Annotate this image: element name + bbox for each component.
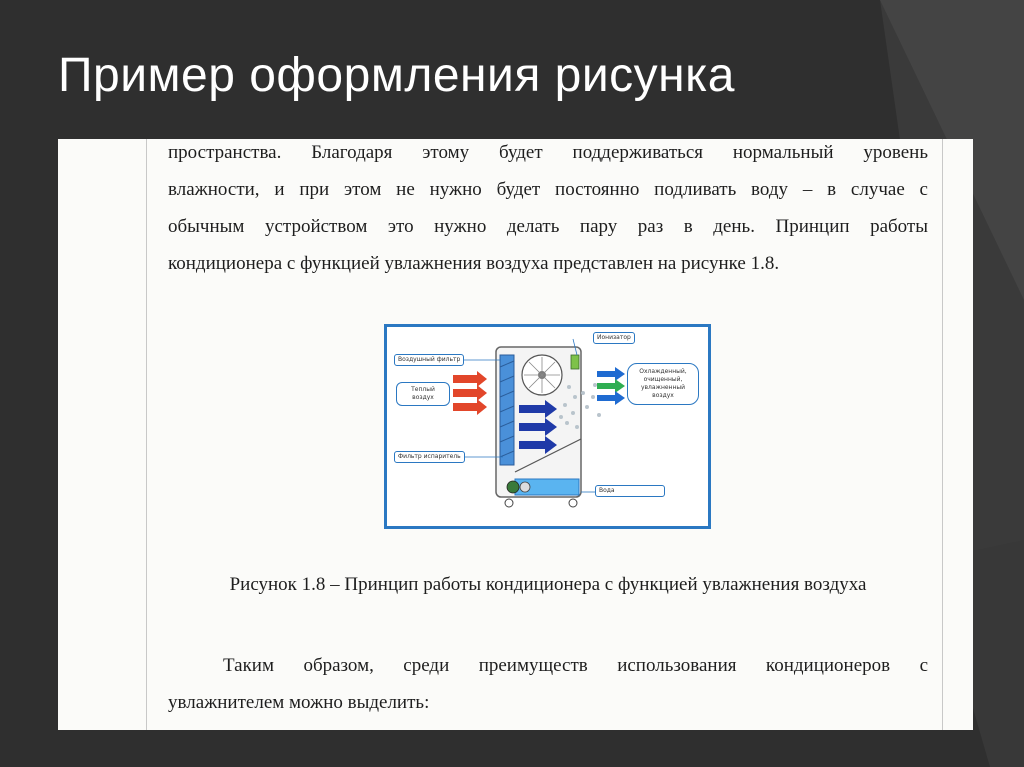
paragraph-1-line: пространства. Благодаря этому будет поддерживаться нормальный уровень bbox=[168, 142, 928, 163]
figure-label-water: Вода bbox=[595, 485, 665, 497]
paragraph-1-line: обычным устройством это нужно делать пару раз в день. Принцип работы bbox=[168, 216, 928, 237]
paragraph-2-line: увлажнителем можно выделить: bbox=[168, 692, 430, 713]
document-scan bbox=[58, 139, 973, 730]
figure-label-air-filter: Воздушный фильтр bbox=[394, 354, 464, 366]
figure-humidifier-diagram bbox=[384, 324, 711, 529]
paragraph-2-line: Таким образом, среди преимуществ использования кондиционеров с bbox=[223, 655, 928, 676]
figure-label-ionizer: Ионизатор bbox=[593, 332, 635, 344]
paragraph-1 bbox=[168, 134, 928, 282]
slide-title: Пример оформления рисунка bbox=[58, 49, 735, 102]
paragraph-1-line: влажности, и при этом не нужно будет постоянно подливать воду – в случае с bbox=[168, 179, 928, 200]
page-margin-line-left bbox=[146, 139, 147, 730]
figure-caption: Рисунок 1.8 – Принцип работы кондиционера с функцией увлажнения воздуха bbox=[229, 574, 867, 595]
figure-label-cooled-air: Охлажденный, очищенный, увлажненный воздух bbox=[627, 363, 699, 405]
paragraph-2 bbox=[168, 647, 928, 721]
page-margin-line-right bbox=[942, 139, 943, 730]
figure-label-evaporator-filter: Фильтр испаритель bbox=[394, 451, 465, 463]
figure-label-warm-air: Теплый воздух bbox=[396, 382, 450, 406]
paragraph-1-line: кондиционера с функцией увлажнения воздуха представлен на рисунке 1.8. bbox=[168, 253, 780, 274]
